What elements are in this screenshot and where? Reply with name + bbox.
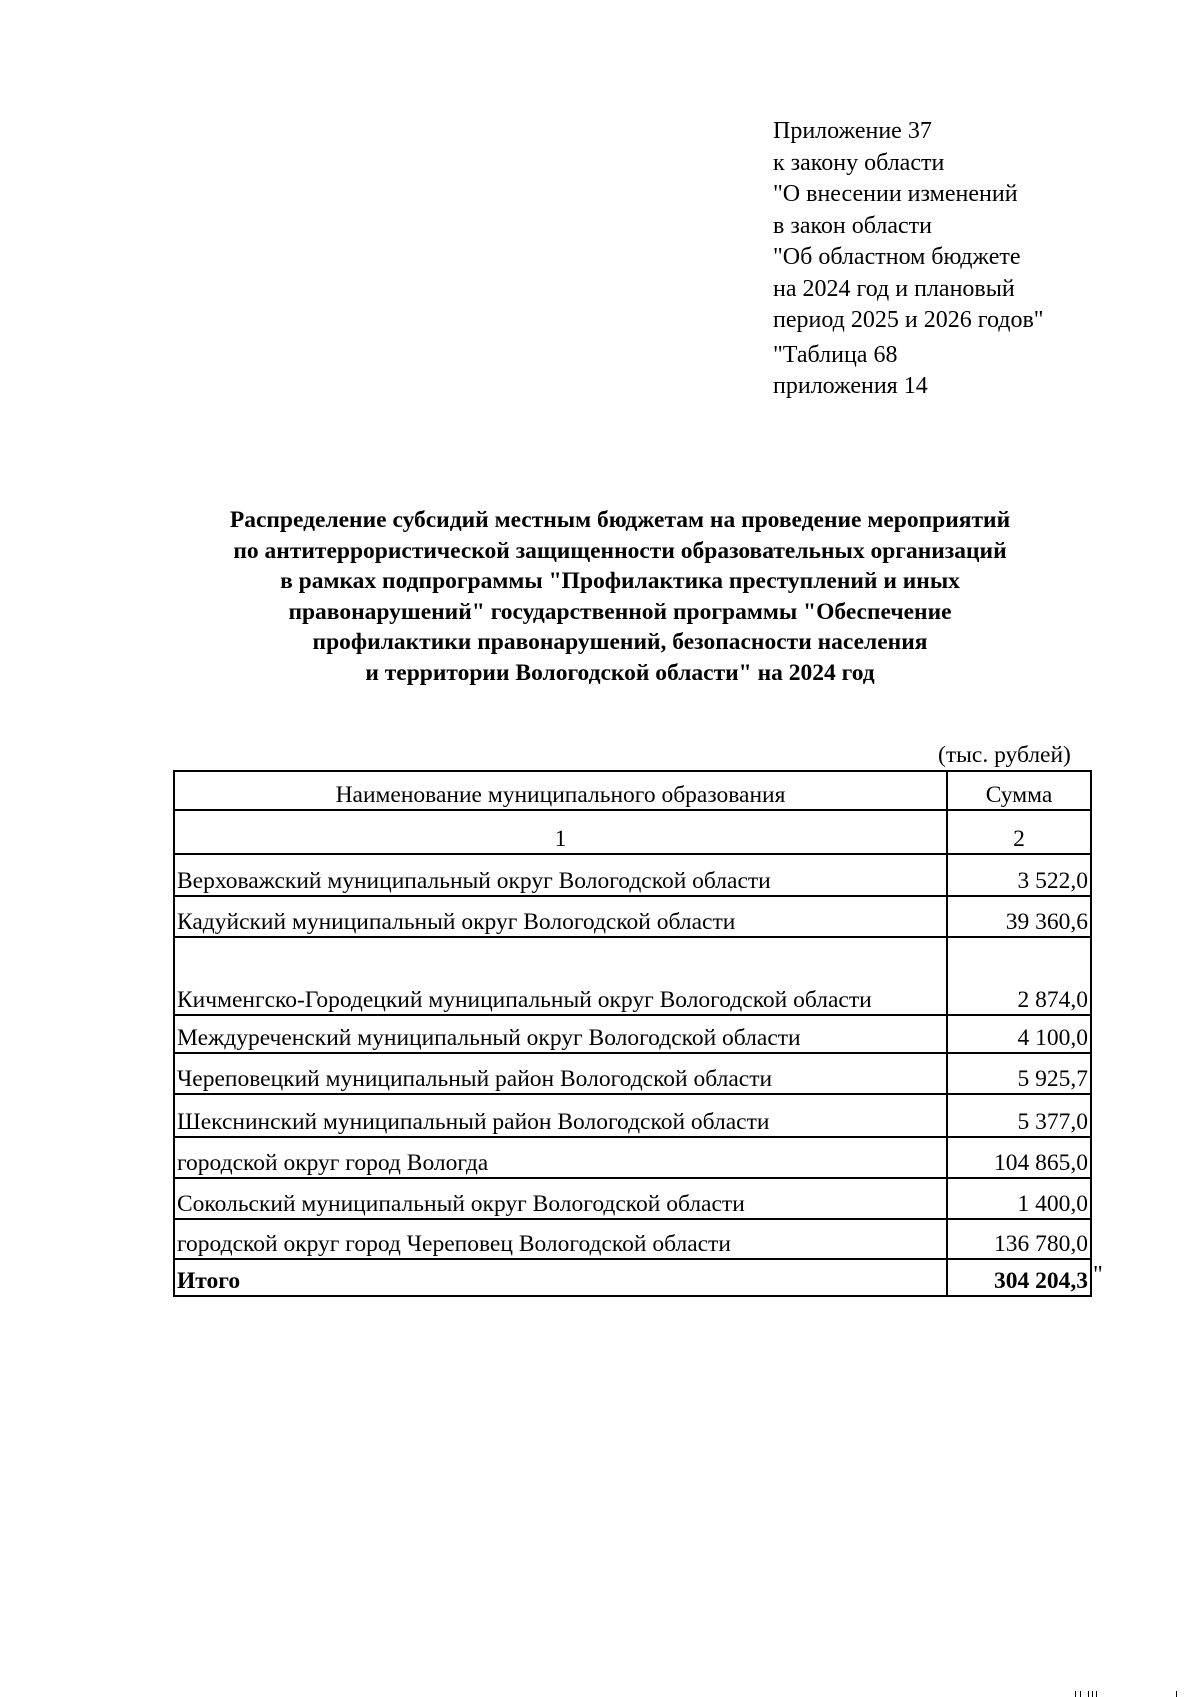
table-row	[174, 1219, 1091, 1259]
row-name: Череповецкий муниципальный район Вологодской области	[174, 1053, 947, 1094]
appendix-line: приложения 14	[773, 373, 928, 399]
row-name: Кичменгско-Городецкий муниципальный округ Вологодской области	[174, 937, 947, 1015]
document-title	[160, 505, 1080, 688]
table-row	[174, 1178, 1091, 1219]
scan-mark	[1080, 1691, 1081, 1697]
column-number: 1	[174, 810, 947, 854]
row-amount: 4 100,0	[947, 1015, 1091, 1053]
total-row	[174, 1259, 1091, 1296]
column-number-row	[174, 810, 1091, 854]
table-row	[174, 1053, 1091, 1094]
row-amount: 136 780,0	[947, 1219, 1091, 1259]
appendix-line: "О внесении изменений	[773, 181, 1018, 207]
row-name: Верховажский муниципальный округ Вологодской области	[174, 854, 947, 896]
row-amount: 5 925,7	[947, 1053, 1091, 1094]
title-line: по антитеррористической защищенности образовательных организаций	[233, 537, 1007, 564]
row-amount: 3 522,0	[947, 854, 1091, 896]
row-name: городской округ город Вологда	[174, 1137, 947, 1178]
table-row	[174, 1137, 1091, 1178]
row-amount: 39 360,6	[947, 896, 1091, 937]
header-amount: Сумма	[947, 771, 1091, 810]
table-row	[174, 854, 1091, 896]
row-name: Кадуйский муниципальный округ Вологодской области	[174, 896, 947, 937]
appendix-line: в закон области	[773, 212, 932, 239]
total-amount: 304 204,3	[947, 1259, 1091, 1296]
title-line: правонарушений" государственной программы "Обеспечение	[288, 598, 952, 625]
appendix-line: Приложение 37	[773, 118, 932, 144]
scan-mark	[1176, 1691, 1177, 1697]
closing-quote: "	[1093, 1262, 1103, 1288]
row-name: Шекснинский муниципальный район Вологодской области	[174, 1094, 947, 1137]
appendix-line: "Об областном бюджете	[773, 244, 1021, 270]
units-label: (тыс. рублей)	[938, 742, 1071, 768]
row-amount: 104 865,0	[947, 1137, 1091, 1178]
table-row	[174, 937, 1091, 1015]
header-name: Наименование муниципального образования	[174, 771, 947, 810]
appendix-line: "Таблица 68	[773, 341, 898, 368]
row-name: городской округ город Череповец Вологодской области	[174, 1219, 947, 1259]
row-amount: 5 377,0	[947, 1094, 1091, 1137]
scan-mark	[1088, 1691, 1089, 1697]
table-row	[174, 1094, 1091, 1137]
appendix-block	[773, 116, 1044, 403]
scan-mark	[1092, 1691, 1093, 1697]
table-row	[174, 1015, 1091, 1053]
appendix-line: период 2025 и 2026 годов"	[773, 307, 1044, 333]
title-line: Распределение субсидий местным бюджетам на проведение мероприятий	[229, 507, 1011, 533]
total-label: Итого	[174, 1259, 947, 1296]
scan-mark	[1075, 1691, 1076, 1697]
table-header-row	[174, 771, 1091, 810]
column-number: 2	[947, 810, 1091, 854]
title-line: в рамках подпрограммы "Профилактика преступлений и иных	[280, 568, 960, 594]
scan-mark	[1096, 1691, 1097, 1697]
table-row	[174, 896, 1091, 937]
row-name: Междуреченский муниципальный округ Вологодской области	[174, 1015, 947, 1053]
title-line: и территории Вологодской области" на 2024 год	[365, 659, 875, 686]
row-amount: 1 400,0	[947, 1178, 1091, 1219]
title-line: профилактики правонарушений, безопасности населения	[312, 629, 928, 655]
row-name: Сокольский муниципальный округ Вологодской области	[174, 1178, 947, 1219]
row-amount: 2 874,0	[947, 937, 1091, 1015]
appendix-line: на 2024 год и плановый	[773, 275, 1015, 302]
subsidy-table	[173, 770, 1092, 1297]
appendix-line: к закону области	[773, 149, 945, 176]
